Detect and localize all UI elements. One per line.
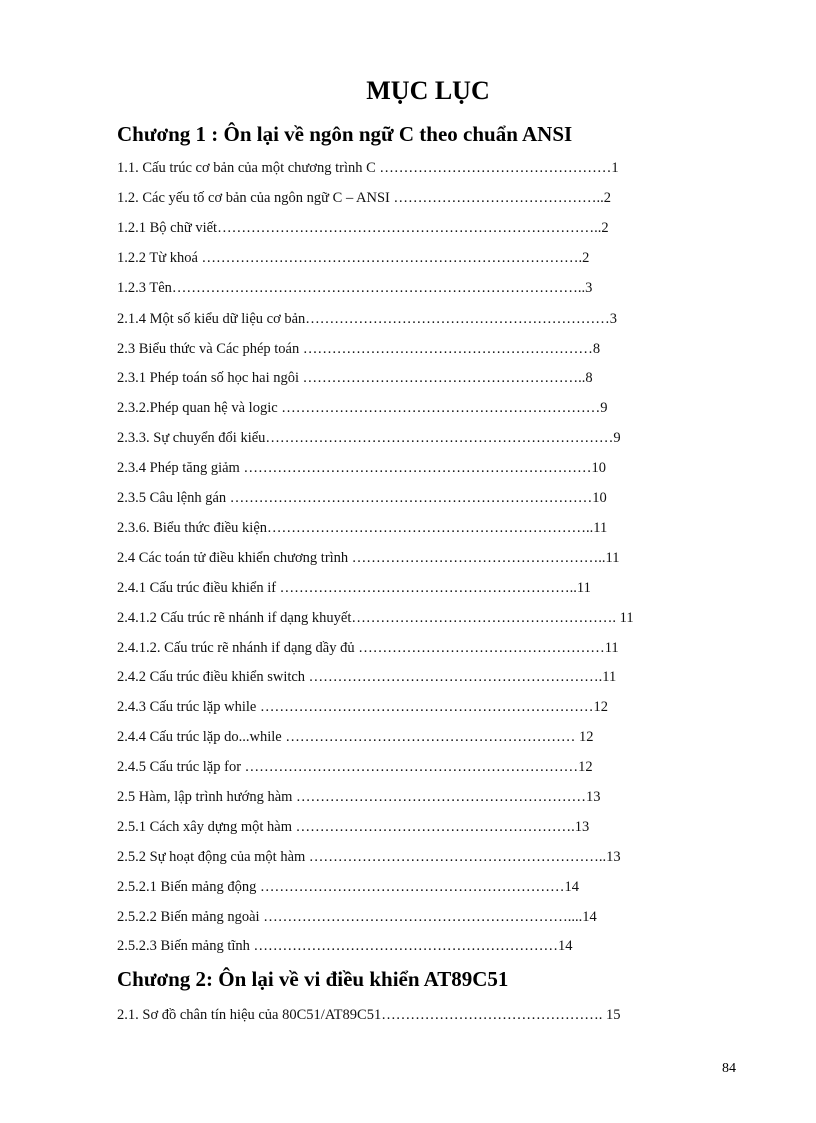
- page-number: 84: [722, 1061, 736, 1076]
- toc-entry: 1.2. Các yếu tố cơ bản của ngôn ngữ C – ANSI ……………………………………..2: [117, 190, 611, 206]
- toc-entry: 2.5.2.2 Biến mảng ngoài ………………………………………………………....14: [117, 909, 597, 925]
- toc-entry: 2.4.2 Cấu trúc điều khiển switch …………………………………………………….11: [117, 669, 617, 685]
- toc-entry: 1.2.2 Từ khoá …………………………………………………………………….2: [117, 250, 590, 266]
- toc-entry: 2.3.1 Phép toán số học hai ngôi …………………………………………………..8: [117, 370, 593, 386]
- toc-entry: 2.3 Biểu thức và Các phép toán ……………………………………………………8: [117, 341, 601, 357]
- chapter-heading: Chương 2: Ôn lại về vi điều khiển AT89C51: [117, 967, 509, 991]
- toc-entry: 1.2.3 Tên…………………………………………………………………………..3: [117, 280, 593, 296]
- toc-entry: 2.3.2.Phép quan hệ và logic …………………………………………………………9: [117, 400, 608, 416]
- toc-entry: 2.4 Các toán tử điều khiển chương trình ……………………………………………..11: [117, 550, 620, 566]
- chapter-heading: Chương 1 : Ôn lại về ngôn ngữ C theo chuẩn ANSI: [117, 122, 573, 146]
- toc-entry: 2.3.5 Câu lệnh gán …………………………………………………………………10: [117, 490, 607, 506]
- toc-entry: 2.1. Sơ đồ chân tín hiệu của 80C51/AT89C51………………………………………. 15: [117, 1007, 621, 1023]
- toc-entry: 2.4.3 Cấu trúc lặp while ……………………………………………………………12: [117, 699, 608, 715]
- page-title: MỤC LỤC: [366, 76, 490, 105]
- toc-entry: 2.3.3. Sự chuyển đổi kiểu………………………………………………………………9: [117, 430, 621, 446]
- toc-entry: 2.4.5 Cấu trúc lặp for ……………………………………………………………12: [117, 759, 593, 775]
- toc-entry: 2.5 Hàm, lập trình hướng hàm ……………………………………………………13: [117, 789, 601, 805]
- toc-entry: 2.4.1.2. Cấu trúc rẽ nhánh if dạng dầy đủ ……………………………………………11: [117, 640, 619, 656]
- toc-entry: 2.5.2.1 Biến mảng động ………………………………………………………14: [117, 879, 579, 895]
- toc-entry: 2.3.4 Phép tăng giảm ………………………………………………………………10: [117, 460, 606, 476]
- toc-entry: 2.5.1 Cách xây dựng một hàm ………………………………………………….13: [117, 819, 590, 835]
- toc-entry: 2.4.4 Cấu trúc lặp do...while …………………………………………………… 12: [117, 729, 594, 745]
- toc-entry: 1.1. Cấu trúc cơ bản của một chương trình C …………………………………………1: [117, 160, 619, 176]
- toc-entry: 2.5.2 Sự hoạt động của một hàm ……………………………………………………..13: [117, 849, 621, 865]
- toc-entry: 2.5.2.3 Biến mảng tĩnh ………………………………………………………14: [117, 938, 573, 954]
- toc-entry: 2.1.4 Một số kiểu dữ liệu cơ bản………………………………………………………3: [117, 311, 618, 327]
- toc-entry: 2.4.1.2 Cấu trúc rẽ nhánh if dạng khuyết………………………………………………. 11: [117, 610, 634, 626]
- toc-entry: 1.2.1 Bộ chữ viết……………………………………………………………………..2: [117, 220, 609, 236]
- toc-entry: 2.4.1 Cấu trúc điều khiển if ……………………………………………………..11: [117, 580, 591, 596]
- toc-entry: 2.3.6. Biểu thức điều kiện…………………………………………………………..11: [117, 520, 608, 536]
